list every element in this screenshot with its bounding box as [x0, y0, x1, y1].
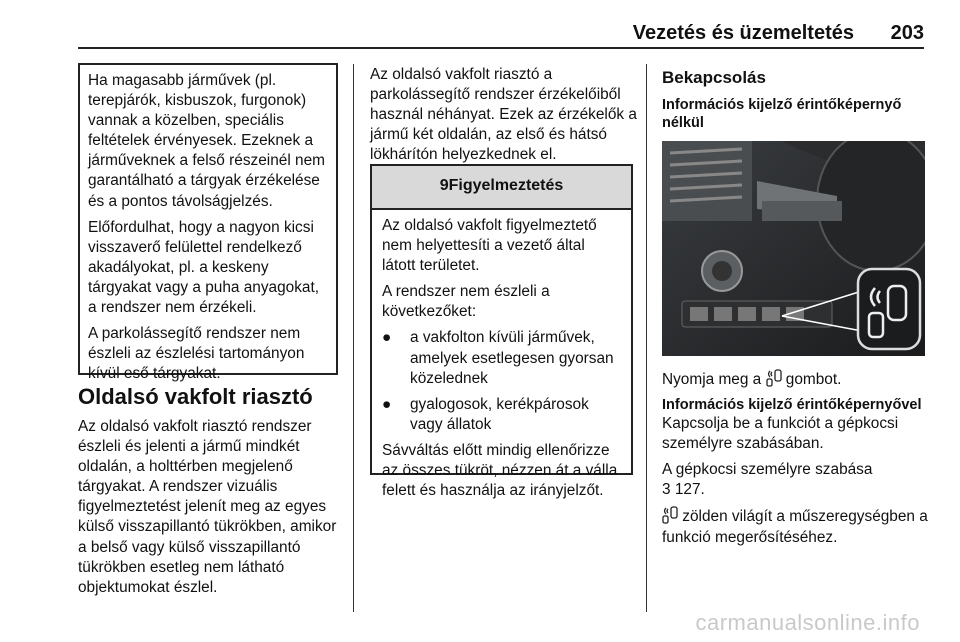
warning-paragraph: Az oldalsó vakfolt figyelmeztető nem helyettesíti a vezető által látott területet.: [382, 217, 597, 275]
page-reference: 3 127.: [662, 481, 705, 499]
warning-title: Figyelmeztetés: [448, 177, 564, 194]
page-number: 203: [890, 22, 924, 44]
warning-icon: 9: [439, 177, 449, 194]
personalization-text: A gépkocsi személyre szabása: [662, 461, 873, 479]
bullet-icon: ●: [382, 395, 392, 413]
note-paragraph: Ha magasabb járművek (pl. terepjárók, kisbuszok, furgonok) vannak a közelben, speciális feltételek érvényesek. Ezeknek a járműveknek a felső részeinél nem garantálható a tárgyak érzékelése és a pontos távolságjelzés.: [88, 72, 325, 210]
intro-paragraph: Az oldalsó vakfolt riasztó a parkolássegítő rendszer érzékelőiből használ néhányat. Ezek az érzékelők a jármű két oldalán, az első és hátsó lökhárítón helyezkednek el.: [370, 66, 637, 164]
warning-box: [370, 164, 633, 500]
section-body: [78, 417, 344, 604]
section-paragraph: Az oldalsó vakfolt riasztó rendszer észleli és jelenti a jármű mindkét oldalán, a holttérben megjelenő tárgyakat. A rendszer vizuális figyelmeztetést jelenít meg az egyes külső visszapillantó tükrökben, amikor a belső vagy külső visszapillantó tükrökben esetleg nem látható objektumokat észlel.: [78, 418, 337, 596]
watermark: carmanualsonline.info: [695, 610, 920, 635]
note-box: [78, 63, 338, 383]
side-blind-spot-icon: [662, 506, 678, 524]
activation-heading: Bekapcsolás: [662, 68, 766, 87]
subheading-touch: Információs kijelző érintőképernyővel: [662, 397, 922, 414]
bullet-text: a vakfolton kívüli járművek, amelyek esetlegesen gyorsan közelednek: [410, 329, 614, 387]
bullet-icon: ●: [382, 329, 392, 347]
page-header: [78, 0, 924, 48]
subheading-no-touch: Információs kijelző érintőképernyő nélkül: [662, 97, 902, 132]
column-divider-1: [353, 64, 354, 612]
warning-paragraph: Sávváltás előtt mindig ellenőrizze az összes tükröt, nézzen át a válla felett és használja az irányjelzőt.: [382, 441, 618, 500]
header-rule: [78, 47, 924, 49]
warning-bullet: [382, 328, 621, 388]
note-paragraph: A parkolássegítő rendszer nem észleli az észlelési tartományon kívül eső tárgyakat.: [88, 325, 305, 383]
running-title: Vezetés és üzemeltetés: [632, 22, 854, 44]
side-blind-spot-icon: [766, 369, 782, 387]
confirmation-text: zölden világít a műszeregységben a funkció megerősítéséhez.: [662, 508, 928, 546]
warning-bullet: [382, 395, 621, 435]
column-divider-2: [646, 64, 647, 612]
touch-paragraph: Kapcsolja be a funkciót a gépkocsi személyre szabásában.: [662, 415, 899, 453]
press-after: gombot.: [785, 371, 842, 388]
note-paragraph: Előfordulhat, hogy a nagyon kicsi visszaverő felülettel rendelkező akadályokat, pl. a keskeny tárgyakat vagy a puha anyagokat, a rendszer nem érzékeli.: [88, 218, 320, 317]
bullet-text: gyalogosok, kerékpárosok vagy állatok: [410, 395, 589, 433]
dashboard-button-photo: [662, 141, 925, 356]
activation-steps: [662, 369, 928, 554]
warning-body: [372, 210, 631, 501]
warning-header: [372, 166, 631, 210]
press-instruction: [662, 369, 928, 390]
warning-paragraph: A rendszer nem észleli a következőket:: [382, 283, 550, 321]
activation-block: [662, 68, 928, 132]
personalization-paragraph: [662, 460, 928, 500]
section-title: Oldalsó vakfolt riasztó: [78, 384, 313, 409]
confirmation-paragraph: [662, 506, 928, 547]
press-before: Nyomja meg a: [662, 371, 762, 388]
intro-block: [370, 65, 638, 171]
